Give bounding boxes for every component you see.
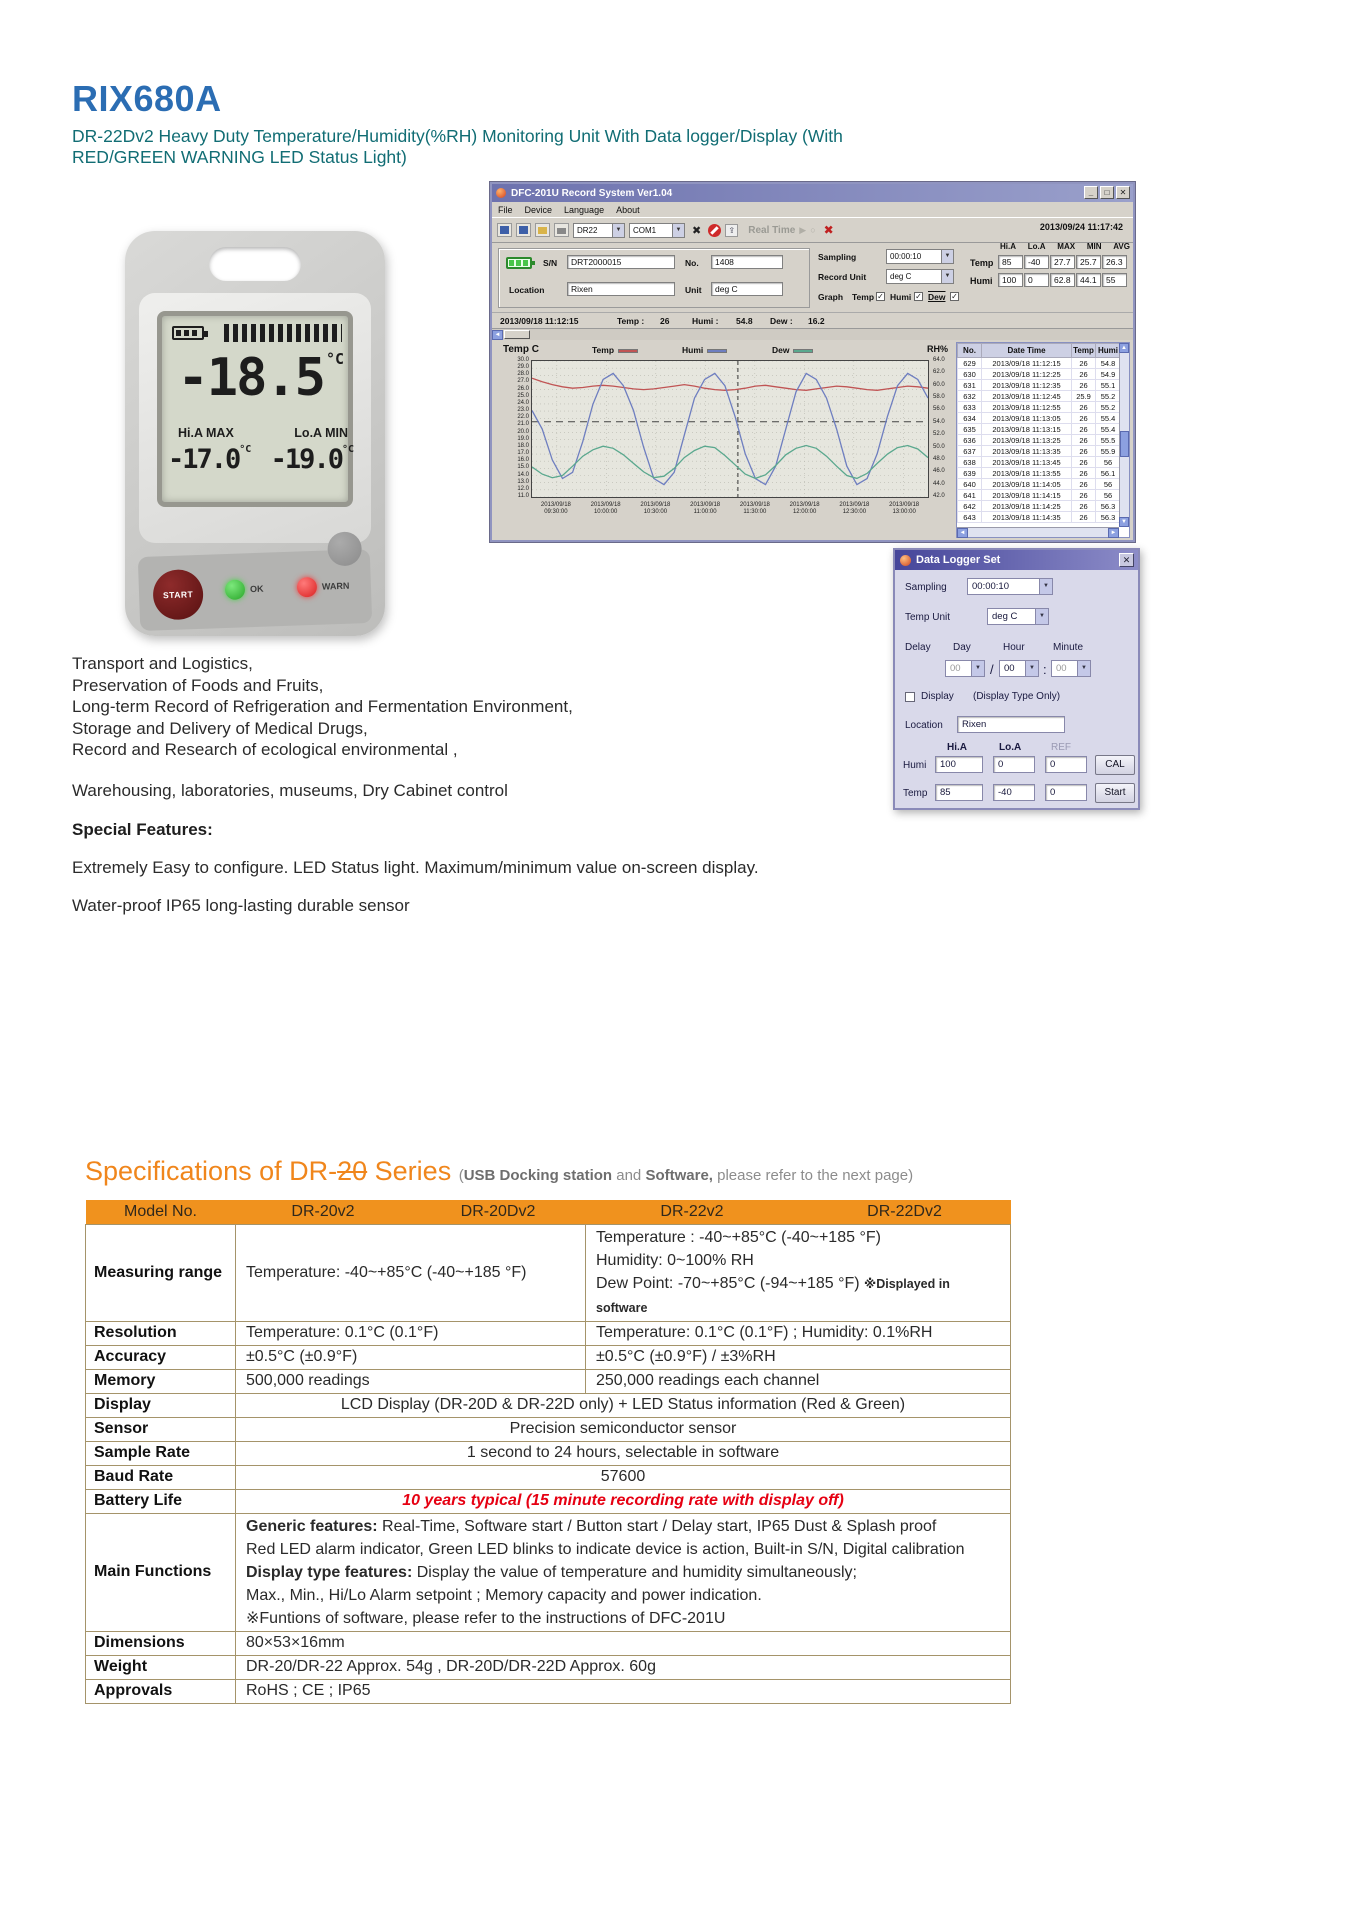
- device-info-group: [498, 248, 810, 308]
- temp-row-label: Temp: [903, 788, 928, 799]
- sampling-label: Sampling: [818, 252, 857, 262]
- stats-temp-row: [998, 255, 1127, 269]
- sampling-select[interactable]: 00:00:10 ▼: [886, 249, 954, 264]
- log-row[interactable]: 642 2013/09/18 11:14:25 26 56.3: [958, 501, 1121, 512]
- graph-panel: Temp C Temp Humi Dew RH% 30.0 29.0 28.0 27.0 26.0 25.0 24.0 23.0 22.0 21.0 20.0 19.0 18.0 17.0 16.0 15.0 14.0 13.0 12.0 11.0 64.0 62.0 60.0 58.0 56.0 54.0 52.0 50.0 48.0 46.0 44.0 42.0 2013/09/18 09:30:00 2013/09/18 10:00:00 2013/09/18 10:30:00 2013/09/18 11:00:00 2013/09/18 11:30:00 2013/09/18 12:00:00 2013/09/18 12:30:00 2013/09/18 13:00:00: [497, 342, 952, 538]
- warn-led: [297, 577, 318, 598]
- hdr-model-no: Model No.: [86, 1200, 236, 1224]
- temp-ref-field[interactable]: 0: [1045, 784, 1087, 801]
- row-display: Display LCD Display (DR-20D & DR-22D only) + LED Status information (Red & Green): [86, 1393, 1011, 1417]
- stats-humi-label: Humi: [970, 276, 993, 286]
- stats-value-field[interactable]: -40: [1024, 255, 1049, 269]
- humi-loa-field[interactable]: 0: [993, 756, 1035, 773]
- row-baud-rate: Baud Rate 57600: [86, 1465, 1011, 1489]
- dew-line-swatch: [793, 349, 813, 353]
- vertical-scrollbar[interactable]: [1119, 343, 1129, 527]
- scroll-down-arrow[interactable]: ▼: [1119, 517, 1129, 527]
- row-weight: Weight DR-20/DR-22 Approx. 54g , DR-20D/DR-22D Approx. 60g: [86, 1655, 1011, 1679]
- warehousing-line: Warehousing, laboratories, museums, Dry Cabinet control: [72, 781, 508, 800]
- chevron-down-icon[interactable]: ▼: [612, 224, 624, 237]
- log-row[interactable]: 640 2013/09/18 11:14:05 26 56: [958, 479, 1121, 490]
- graph-dew-label: Dew: [928, 292, 946, 302]
- battery-status-icon: [506, 257, 532, 269]
- stats-temp-label: Temp: [970, 258, 994, 268]
- application-line: Storage and Delivery of Medical Drugs,: [72, 718, 368, 738]
- log-row[interactable]: 629 2013/09/18 11:12:15 26 54.8: [958, 358, 1121, 369]
- stats-col-label: MAX: [1057, 242, 1076, 251]
- graph-humi-checkbox[interactable]: ✓: [915, 292, 922, 301]
- application-line: Preservation of Foods and Fruits,: [72, 675, 324, 695]
- horizontal-scrollbar[interactable]: [492, 328, 1133, 340]
- main-function-line: Display type features: Display the value of temperature and humidity simultaneously;: [246, 1563, 857, 1581]
- row-memory: Memory 500,000 readings 250,000 readings each channel: [86, 1369, 1011, 1393]
- x-axis-ticks: 2013/09/18 09:30:00 2013/09/18 10:00:00 2013/09/18 10:30:00 2013/09/18 11:00:00 2013/09/18 11:30:00 2013/09/18 12:00:00 2013/09/18 12:30:00 2013/09/18 13:00:00: [540, 502, 920, 515]
- application-line: Long-term Record of Refrigeration and Fermentation Environment,: [72, 697, 573, 716]
- chevron-down-icon[interactable]: ▼: [941, 250, 953, 263]
- legend-temp: Temp: [592, 345, 638, 355]
- chevron-down-icon[interactable]: ▼: [1035, 609, 1048, 624]
- hdr-dr22dv2: DR-22Dv2: [799, 1200, 1011, 1224]
- sampling-select[interactable]: 00:00:10 ▼: [967, 578, 1053, 595]
- status-humi-value: 54.8: [736, 316, 753, 326]
- save-as-icon[interactable]: [516, 223, 531, 237]
- humi-ref-field[interactable]: 0: [1045, 756, 1087, 773]
- display-label: Display: [921, 691, 954, 702]
- plot-area[interactable]: [531, 360, 929, 498]
- main-function-line: Generic features: Real-Time, Software start / Button start / Delay start, IP65 Dust & Splash proof: [246, 1517, 937, 1535]
- spec-section-heading: Specifications of DR-20 Series (USB Docking station and Software, please refer to the next page): [85, 1156, 914, 1186]
- scroll-right-arrow[interactable]: ►: [1108, 528, 1119, 538]
- status-line: [492, 312, 1133, 328]
- col-no[interactable]: No.: [958, 344, 982, 358]
- stats-col-label: Lo.A: [1027, 242, 1046, 251]
- dialog-title: Data Logger Set: [916, 554, 1001, 566]
- stats-value-field[interactable]: 85: [998, 255, 1023, 269]
- chevron-down-icon[interactable]: ▼: [1039, 579, 1052, 594]
- row-dimensions: Dimensions 80×53×16mm: [86, 1631, 1011, 1655]
- ref-col-label: REF: [1051, 742, 1071, 753]
- stop-realtime-icon[interactable]: ✖: [823, 223, 834, 237]
- app-icon: [496, 188, 506, 198]
- row-main-functions: Main Functions Generic features: Real-Time, Software start / Button start / Delay start, IP65 Dust & Splash proof Red LED alarm indicator, Green LED blinks to indicate device is action, Built-in S/N, Digital calibration Display type features: Display the value of temperature and humidity simultaneously; Max., Min., Hi/Lo Alarm setpoint ; Memory capacity and power indication. ※Funtions of software, please refer to the instructions of DFC-201U: [86, 1513, 1011, 1631]
- device-sensor: [327, 531, 362, 566]
- stats-value-field[interactable]: 44.1: [1076, 273, 1101, 287]
- print-icon[interactable]: [554, 223, 569, 237]
- menu-bar: [492, 202, 1133, 217]
- log-table-header: [958, 344, 1121, 358]
- feature-line-2: Water-proof IP65 long-lasting durable sensor: [72, 896, 410, 915]
- scrollbar-thumb[interactable]: [504, 330, 530, 339]
- start-button[interactable]: Start: [1095, 783, 1135, 803]
- stats-value-field[interactable]: 26.3: [1102, 255, 1127, 269]
- unit-label: Unit: [685, 285, 702, 295]
- no-label: No.: [685, 258, 699, 268]
- stats-value-field[interactable]: 0: [1024, 273, 1049, 287]
- stats-value-field[interactable]: 55: [1102, 273, 1127, 287]
- log-row[interactable]: 635 2013/09/18 11:13:15 26 55.4: [958, 424, 1121, 435]
- upload-icon[interactable]: ⇪: [725, 224, 738, 237]
- status-dew-value: 16.2: [808, 316, 825, 326]
- hour-select[interactable]: 00 ▼: [999, 660, 1039, 677]
- com-port-select[interactable]: COM1 ▼: [629, 223, 685, 238]
- log-table-panel: [956, 342, 1130, 538]
- battery-icon: [172, 326, 204, 340]
- status-dew-label: Dew :: [770, 316, 793, 326]
- loa-col-label: Lo.A: [999, 742, 1022, 753]
- graph-title: Temp C: [503, 344, 539, 355]
- hia-col-label: Hi.A: [947, 742, 967, 753]
- graph-dew-checkbox[interactable]: ✓: [951, 292, 958, 301]
- log-row[interactable]: 630 2013/09/18 11:12:25 26 54.9: [958, 369, 1121, 380]
- log-row[interactable]: 633 2013/09/18 11:12:55 26 55.2: [958, 402, 1121, 413]
- graph-plot: [532, 361, 928, 497]
- graph-humi-label: Humi: [890, 292, 912, 302]
- application-line: Transport and Logistics,: [72, 654, 253, 673]
- record-unit-select[interactable]: deg C ▼: [886, 269, 954, 284]
- scrollbar-thumb[interactable]: [1120, 431, 1129, 457]
- day-label: Day: [953, 642, 971, 653]
- scroll-up-arrow[interactable]: ▲: [1119, 343, 1129, 353]
- stats-humi-row: [998, 273, 1127, 287]
- col-temp[interactable]: Temp: [1072, 344, 1096, 358]
- record-unit-label: Record Unit: [818, 272, 867, 282]
- dialog-icon: [900, 555, 911, 566]
- disconnect-icon[interactable]: ✖: [692, 224, 702, 237]
- scroll-left-arrow[interactable]: ◄: [492, 330, 503, 340]
- hdr-dr20dv2: DR-20Dv2: [411, 1200, 586, 1224]
- close-button[interactable]: ✕: [1116, 186, 1130, 199]
- hdr-dr20v2: DR-20v2: [236, 1200, 411, 1224]
- graph-label: Graph: [818, 292, 844, 302]
- scroll-left-arrow[interactable]: ◄: [957, 528, 968, 538]
- row-battery-life: Battery Life 10 years typical (15 minute recording rate with display off): [86, 1489, 1011, 1513]
- temp-hia-field[interactable]: 85: [935, 784, 983, 801]
- hdr-dr22v2: DR-22v2: [586, 1200, 799, 1224]
- warn-led-label: WARN: [321, 580, 350, 592]
- signal-bars-icon: [224, 324, 342, 342]
- log-row[interactable]: 637 2013/09/18 11:13:35 26 55.9: [958, 446, 1121, 457]
- display-note: (Display Type Only): [973, 691, 1061, 702]
- minute-label: Minute: [1053, 642, 1084, 653]
- device-control-strip: [138, 549, 372, 631]
- graph-temp-checkbox[interactable]: ✓: [877, 292, 884, 301]
- data-logger-set-dialog: [893, 548, 1140, 810]
- location-field[interactable]: Rixen: [567, 282, 675, 296]
- stats-value-field[interactable]: 62.8: [1050, 273, 1075, 287]
- log-row[interactable]: 643 2013/09/18 11:14:35 26 56.3: [958, 512, 1121, 523]
- chevron-down-icon[interactable]: ▼: [672, 224, 684, 237]
- maximize-button[interactable]: □: [1100, 186, 1114, 199]
- applications-list: [72, 653, 573, 761]
- record-system-window: [490, 182, 1135, 542]
- display-checkbox[interactable]: [905, 692, 915, 702]
- unit-field[interactable]: deg C: [711, 282, 783, 296]
- horizontal-scrollbar[interactable]: [957, 527, 1119, 537]
- save-icon[interactable]: [497, 223, 512, 237]
- temp-unit-select[interactable]: deg C ▼: [987, 608, 1049, 625]
- lcd-loa-min-label: Lo.A MIN: [294, 426, 348, 440]
- log-row[interactable]: 638 2013/09/18 11:13:45 26 56: [958, 457, 1121, 468]
- toolbar: [492, 217, 1133, 243]
- minute-select[interactable]: 00 ▼: [1051, 660, 1091, 677]
- spec-section-note: (USB Docking station and Software, please refer to the next page): [458, 1167, 914, 1184]
- log-row[interactable]: 632 2013/09/18 11:12:45 25.9 55.2: [958, 391, 1121, 402]
- status-humi-label: Humi :: [692, 316, 719, 326]
- temp-line-swatch: [618, 349, 638, 353]
- row-resolution: Resolution Temperature: 0.1°C (0.1°F) Temperature: 0.1°C (0.1°F) ; Humidity: 0.1%RH: [86, 1321, 1011, 1345]
- status-datetime: 2013/09/18 11:12:15: [500, 316, 579, 326]
- location-label: Location: [509, 285, 545, 295]
- main-function-line: ※Funtions of software, please refer to the instructions of DFC-201U: [246, 1609, 726, 1627]
- stats-header: [1000, 242, 1130, 251]
- hour-label: Hour: [1003, 642, 1025, 653]
- sn-label: S/N: [543, 258, 558, 268]
- menu-item[interactable]: File: [498, 204, 513, 215]
- humi-hia-field[interactable]: 100: [935, 756, 983, 773]
- col-datetime[interactable]: Date Time: [982, 344, 1072, 358]
- sampling-label: Sampling: [905, 582, 947, 593]
- spec-table: [85, 1200, 1011, 1704]
- main-function-line: Red LED alarm indicator, Green LED blinks to indicate device is action, Built-in S/N, Digital calibration: [246, 1540, 965, 1558]
- graph-temp-label: Temp: [852, 292, 875, 302]
- record-icon[interactable]: ○: [810, 225, 816, 235]
- log-row[interactable]: 634 2013/09/18 11:13:05 26 55.4: [958, 413, 1121, 424]
- no-field[interactable]: 1408: [711, 255, 783, 269]
- temp-loa-field[interactable]: -40: [993, 784, 1035, 801]
- menu-item[interactable]: Device: [524, 204, 553, 215]
- lcd-hia-max-label: Hi.A MAX: [178, 426, 234, 440]
- stats-value-field[interactable]: 100: [998, 273, 1023, 287]
- row-accuracy: Accuracy ±0.5°C (±0.9°F) ±0.5°C (±0.9°F) / ±3%RH: [86, 1345, 1011, 1369]
- col-humi[interactable]: Humi: [1096, 344, 1121, 358]
- log-row[interactable]: 631 2013/09/18 11:12:35 26 55.1: [958, 380, 1121, 391]
- delay-slash: /: [990, 662, 994, 677]
- stats-col-label: AVG: [1113, 242, 1130, 251]
- stats-value-field[interactable]: 25.7: [1076, 255, 1101, 269]
- device-start-button: START: [152, 569, 204, 621]
- window-title: DFC-201U Record System Ver1.04: [511, 187, 673, 199]
- humi-line-swatch: [707, 349, 727, 353]
- chevron-down-icon[interactable]: ▼: [971, 661, 984, 676]
- stats-col-label: Hi.A: [1000, 242, 1016, 251]
- play-icon[interactable]: ▶: [799, 224, 807, 235]
- humi-row-label: Humi: [903, 760, 927, 771]
- ok-led: [225, 579, 246, 600]
- day-select[interactable]: 00 ▼: [945, 660, 985, 677]
- stop-icon[interactable]: [708, 224, 721, 237]
- log-row[interactable]: 641 2013/09/18 11:14:15 26 56: [958, 490, 1121, 501]
- ok-led-label: OK: [249, 583, 264, 595]
- current-datetime: 2013/09/24 11:17:42: [1039, 222, 1123, 232]
- page-subtitle: DR-22Dv2 Heavy Duty Temperature/Humidity(%RH) Monitoring Unit With Data logger/Display (With RED/GREEN WARNING LED Status Light): [72, 126, 843, 167]
- device-lcd: [157, 311, 353, 507]
- open-folder-icon[interactable]: [535, 223, 550, 237]
- log-row[interactable]: 636 2013/09/18 11:13:25 26 55.5: [958, 435, 1121, 446]
- application-line: Record and Research of ecological environmental ,: [72, 740, 458, 759]
- log-table: [957, 343, 1121, 523]
- menu-item[interactable]: Language: [564, 204, 605, 215]
- sn-field[interactable]: DRT2000015: [567, 255, 675, 269]
- device-photo: [105, 213, 405, 641]
- row-sample-rate: Sample Rate 1 second to 24 hours, selectable in software: [86, 1441, 1011, 1465]
- chevron-down-icon[interactable]: ▼: [1025, 661, 1038, 676]
- stats-col-label: MIN: [1086, 242, 1102, 251]
- realtime-label: Real Time: [748, 224, 796, 236]
- delay-colon: :: [1043, 662, 1047, 677]
- special-features-heading: Special Features:: [72, 820, 213, 839]
- dialog-titlebar[interactable]: [895, 550, 1138, 570]
- row-approvals: Approvals RoHS ; CE ; IP65: [86, 1679, 1011, 1703]
- window-titlebar[interactable]: [492, 184, 1133, 202]
- right-axis-label: RH%: [926, 344, 948, 354]
- row-measuring-range: Measuring range Temperature: -40~+85°C (-40~+185 °F) Temperature : -40~+85°C (-40~+185 °F) Humidity: 0~100% RH Dew Point: -70~+85°C (-94~+185 °F) ※Displayed in software: [86, 1224, 1011, 1321]
- chevron-down-icon[interactable]: ▼: [1077, 661, 1090, 676]
- log-row[interactable]: 639 2013/09/18 11:13:55 26 56.1: [958, 468, 1121, 479]
- status-temp-value: 26: [660, 316, 670, 326]
- legend-humi: Humi: [682, 345, 727, 355]
- row-sensor: Sensor Precision semiconductor sensor: [86, 1417, 1011, 1441]
- feature-line-1: Extremely Easy to configure. LED Status light. Maximum/minimum value on-screen display.: [72, 858, 759, 877]
- lcd-hia-value: $-17.0^{^\circ C}$: [168, 444, 252, 475]
- minimize-button[interactable]: _: [1084, 186, 1098, 199]
- temp-unit-label: Temp Unit: [905, 612, 951, 623]
- device-body: [125, 231, 385, 636]
- status-temp-label: Temp :: [617, 316, 645, 326]
- menu-item[interactable]: About: [616, 204, 640, 215]
- main-function-line: Max., Min., Hi/Lo Alarm setpoint ; Memory capacity and power indication.: [246, 1586, 762, 1604]
- device-face: [139, 293, 371, 543]
- dialog-close-button[interactable]: ✕: [1119, 553, 1134, 567]
- lcd-loa-value: $-19.0^{^\circ C}$: [270, 444, 354, 475]
- spec-table-header: [86, 1200, 1011, 1224]
- location-label: Location: [905, 720, 943, 731]
- model-select[interactable]: DR22 ▼: [573, 223, 625, 238]
- chevron-down-icon[interactable]: ▼: [941, 270, 953, 283]
- delay-label: Delay: [905, 642, 931, 653]
- lcd-main-reading: -18.5 °C: [177, 348, 344, 408]
- page-title: RIX680A: [72, 78, 222, 119]
- stats-value-field[interactable]: 27.7: [1050, 255, 1075, 269]
- legend-dew: Dew: [772, 345, 813, 355]
- location-field[interactable]: Rixen: [957, 716, 1065, 733]
- cal-button[interactable]: CAL: [1095, 755, 1135, 775]
- device-hanging-hole: [209, 247, 301, 281]
